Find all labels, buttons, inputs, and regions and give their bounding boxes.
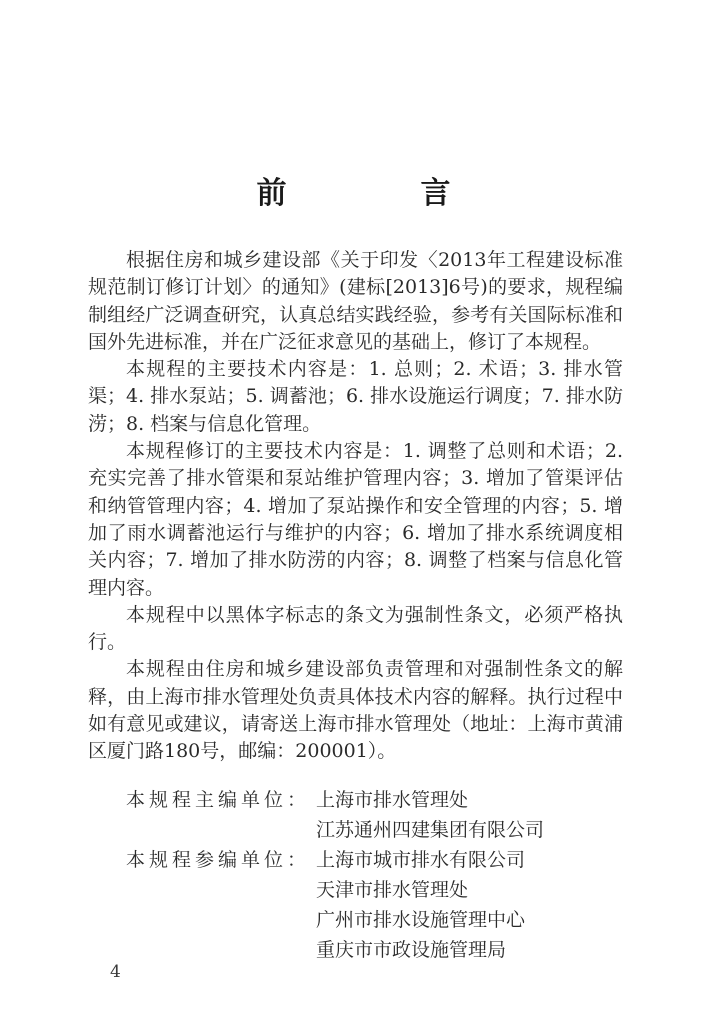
participating-units-label: 本规程参编单位：	[126, 849, 311, 871]
chief-unit-row-2	[88, 817, 623, 843]
chief-units-label: 本规程主编单位：	[126, 789, 311, 811]
participating-unit: 重庆市市政设施管理局	[316, 939, 507, 961]
paragraph-revision-contents: 本规程修订的主要技术内容是：1. 调整了总则和术语；2. 充实完善了排水管渠和泵站维护管理内容；3. 增加了管渠评估和纳管管理内容；4. 增加了泵站操作和安全管理的内容；5. 增加了雨水调蓄池运行与维护的内容；6. 增加了排水系统调度相关内容；7. 增加了排水防涝的内容；8. 调整了档案与信息化管理内容。	[88, 440, 623, 599]
page-number: 4	[110, 962, 121, 982]
participating-unit-row-3	[88, 907, 623, 933]
paragraph-mandatory-clauses: 本规程中以黑体字标志的条文为强制性条文，必须严格执行。	[88, 603, 623, 654]
participating-unit-row-2	[88, 877, 623, 903]
compiling-units	[88, 787, 623, 967]
paragraph-main-contents: 本规程的主要技术内容是：1. 总则；2. 术语；3. 排水管渠；4. 排水泵站；5. 调蓄池；6. 排水设施运行调度；7. 排水防涝；8. 档案与信息化管理。	[88, 358, 623, 435]
participating-unit: 广州市排水设施管理中心	[316, 909, 526, 931]
preface-body	[88, 247, 623, 766]
paragraph-management: 本规程由住房和城乡建设部负责管理和对强制性条文的解释，由上海市排水管理处负责具体技术内容的解释。执行过程中如有意见或建议，请寄送上海市排水管理处（地址：上海市黄浦区厦门路180号，邮编：200001）。	[88, 658, 623, 763]
paragraph-background: 根据住房和城乡建设部《关于印发〈2013年工程建设标准规范制订修订计划〉的通知》(建标[2013]6号)的要求，规程编制组经广泛调查研究，认真总结实践经验，参考有关国际标准和国外先进标准，并在广泛征求意见的基础上，修订了本规程。	[88, 249, 623, 353]
participating-unit-row-4	[88, 937, 623, 963]
page-title: 前 言	[256, 176, 503, 211]
chief-unit-row-1	[88, 787, 623, 813]
participating-unit: 天津市排水管理处	[316, 879, 469, 901]
chief-unit: 江苏通州四建集团有限公司	[316, 819, 545, 841]
chief-unit: 上海市排水管理处	[316, 789, 469, 811]
participating-unit: 上海市城市排水有限公司	[316, 849, 526, 871]
participating-unit-row-1	[88, 847, 623, 873]
